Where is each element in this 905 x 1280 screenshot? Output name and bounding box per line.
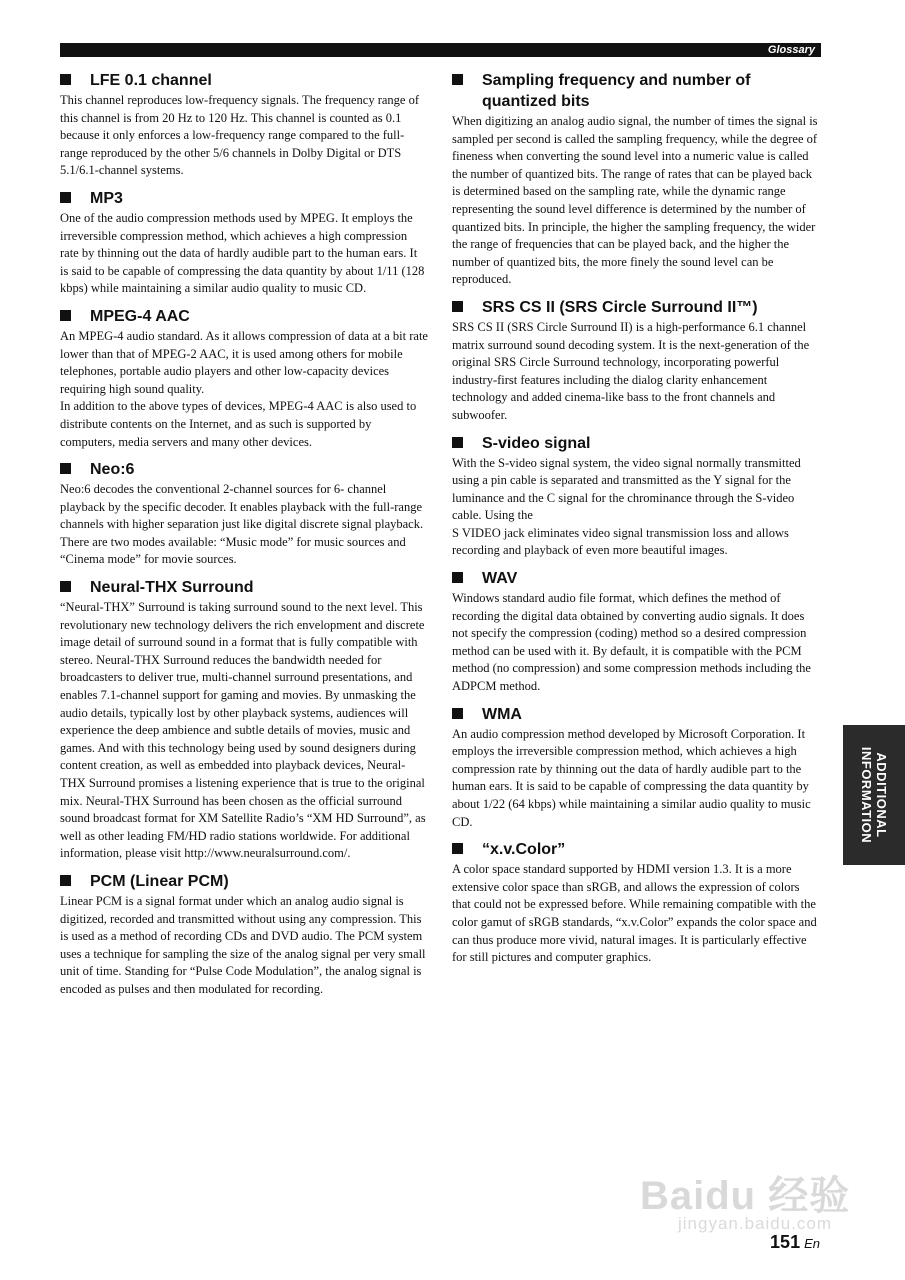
side-tab [843,725,905,865]
entry-heading [452,70,820,112]
entry-title: WAV [482,570,518,588]
square-bullet-icon [452,437,463,448]
entry-heading [60,188,428,209]
entry-title: MPEG-4 AAC [90,307,190,325]
square-bullet-icon [60,192,71,203]
glossary-entry [452,297,820,425]
entry-heading [60,70,428,91]
glossary-entry [60,459,428,569]
square-bullet-icon [452,74,463,85]
glossary-entry [60,70,428,180]
watermark-brand: Baidu 经验 [640,1174,851,1218]
entry-body: Linear PCM is a signal format under which an analog audio signal is digitized, recorded and transmitted without using any compression. This is used as a method of recording CDs and DVD audio. The PCM system uses a technique for sampling the size of the analog signal per very small unit of time. Standing for “Pulse Code Modulation”, the analog signal is encoded as pulses and then modulated for recording. [60,893,426,996]
glossary-entry [60,871,428,999]
entry-body: SRS CS II (SRS Circle Surround II) is a high-performance 6.1 channel matrix surround sound decoding system. It is the next-generation of the original SRS Circle Surround technology, incorporating powerful industry-first features including the dialog clarity enhancement technology and added cinema-like bass to the front channels and subwoofer. [452,319,810,422]
entry-title: Sampling frequency and number of quantized bits [482,72,751,110]
entry-title: S-video signal [482,434,591,452]
entry-body: Neo:6 decodes the conventional 2-channel sources for 6- channel playback by the specific decoder. It enables playback with the full-range channels with higher separation just like digital discrete signal playback. There are two modes available: “Music mode” for music sources and “Cinema mode” for movie sources. [60,482,424,567]
entry-heading [452,297,820,318]
entry-title: Neo:6 [90,461,135,479]
glossary-entry [60,188,428,298]
entry-heading [60,306,428,327]
entry-body: When digitizing an analog audio signal, the number of times the signal is sampled per second is called the sampling frequency, while the degree of fineness when converting the sound level into a numeric value is called the number of quantized bits. The range of rates that can be played back is determined based on the sampling rate, while the dynamic range representing the sound level difference is determined by the number of quantized bits. In principle, the higher the sampling frequency, the wider the range of frequencies that can be played back, and the higher the number of quantized bits, the more finely the sound level can be reproduced. [452,114,818,287]
entry-heading [452,568,820,589]
entry-heading [452,839,820,860]
section-label: Glossary [767,44,815,56]
entry-title: MP3 [90,189,123,207]
entry-title: WMA [482,705,522,723]
watermark-url: jingyan.baidu.com [678,1214,833,1233]
entry-body: One of the audio compression methods used by MPEG. It employs the irreversible compression method, which achieves a high compression rate by thinning out the data of hardly audible part to the human ears. It is said to be capable of compressing the data quantity by about 1/11 (128 kbps) while maintaining a similar audio quality to music CD. [60,210,425,296]
square-bullet-icon [452,301,463,312]
entry-title: SRS CS II (SRS Circle Surround II™) [482,298,758,316]
watermark [640,1150,855,1240]
entry-heading [452,433,820,454]
glossary-entry [452,568,820,696]
entry-body: A color space standard supported by HDMI version 1.3. It is a more extensive color space than sRGB, and allows the expression of colors that could not be expressed before. While remaining compatible with the color gamut of sRGB standards, “x.v.Color” expands the color space and can thus produce more vivid, natural images. It is particularly effective for still pictures and computer graphics. [452,862,817,965]
glossary-entry [60,306,428,451]
square-bullet-icon [60,463,71,474]
entry-title: Neural-THX Surround [90,579,254,597]
entry-title: LFE 0.1 channel [90,72,212,89]
entry-title: PCM (Linear PCM) [90,872,229,890]
glossary-entry [60,577,428,863]
entry-body: An MPEG-4 audio standard. As it allows compression of data at a bit rate lower than that of MPEG-2 AAC, it is used among others for mobile telephones, portable audio players and other low-capacity devices requiring high sound quality. In addition to the above types of devices, MPEG-4 AAC is also used to distribute contents on the Internet, and as such is supported by computers, media servers and many other devices. [60,328,428,449]
left-column [60,70,428,1007]
header-bar [60,43,821,57]
page-number-value: 151 [770,1232,801,1252]
page-number [770,1232,820,1253]
entry-body: With the S-video signal system, the video signal normally transmitted using a pin cable is separated and transmitted as the Y signal for the luminance and the C signal for the chrominance through the S-video cable. Using the S VIDEO jack eliminates video signal transmission loss and allows recording and playback of even more beautiful images. [452,455,801,558]
square-bullet-icon [452,708,463,719]
entry-heading [60,577,428,598]
entry-body: This channel reproduces low-frequency signals. The frequency range of this channel is from 20 Hz to 120 Hz. This channel is counted as 0.1 because it only enforces a low-frequency range compared to the full-range reproduced by the other 5/6 channels in Dolby Digital or DTS 5.1/6.1-channel systems. [60,93,420,178]
square-bullet-icon [452,843,463,854]
glossary-entry [452,704,820,832]
entry-heading [60,459,428,480]
glossary-entry [452,839,820,967]
glossary-entry [452,433,820,561]
entry-body: An audio compression method developed by Microsoft Corporation. It employs the irreversible compression method, which achieves a high compression rate by thinning out the data of hardly audible part to the human ears. It is said to be capable of compressing the data quantity by about 1/22 (64 kbps) while maintaining a similar audio quality to music CD. [452,726,811,829]
side-tab-label: ADDITIONAL INFORMATION [859,746,889,844]
square-bullet-icon [60,581,71,592]
entry-heading [60,871,428,892]
square-bullet-icon [60,310,71,321]
right-column [452,70,820,975]
square-bullet-icon [60,74,71,85]
square-bullet-icon [452,572,463,583]
page-language: En [804,1236,820,1251]
glossary-entry [452,70,820,289]
entry-body: Windows standard audio file format, which defines the method of recording the digital data obtained by converting audio signals. It does not specify the compression (coding) method so a desired compression method can be used with it. By default, it is compatible with the PCM method (no compression) and some compression methods including the ADPCM method. [452,591,811,694]
entry-heading [452,704,820,725]
entry-title: “x.v.Color” [482,841,566,859]
square-bullet-icon [60,875,71,886]
entry-body: “Neural-THX” Surround is taking surround sound to the next level. This revolutionary new technology delivers the rich envelopment and discrete image detail of surround sound in a format that is fully compatible with stereo. Neural-THX Surround reduces the bandwidth needed for broadcasters to deliver true, multi-channel surround presentations, and enables 7.1-channel support for gaming and movies. By unmasking the audio details, typically lost by other playback systems, audiences will experience the deep ambience and subtle details of movies, music and games. And with this technology being used by sound designers during content creation, as well as embedded into playback devices, Neural-THX Surround promises a listening experience that is true to the original mix. Neural-THX Surround has been chosen as the official surround sound broadcast format for XM Satellite Radio’s “XM HD Surround”, as well as other leading FM/HD radio stations worldwide. For additional information, please visit http://www.neuralsurround.com/. [60,600,426,861]
